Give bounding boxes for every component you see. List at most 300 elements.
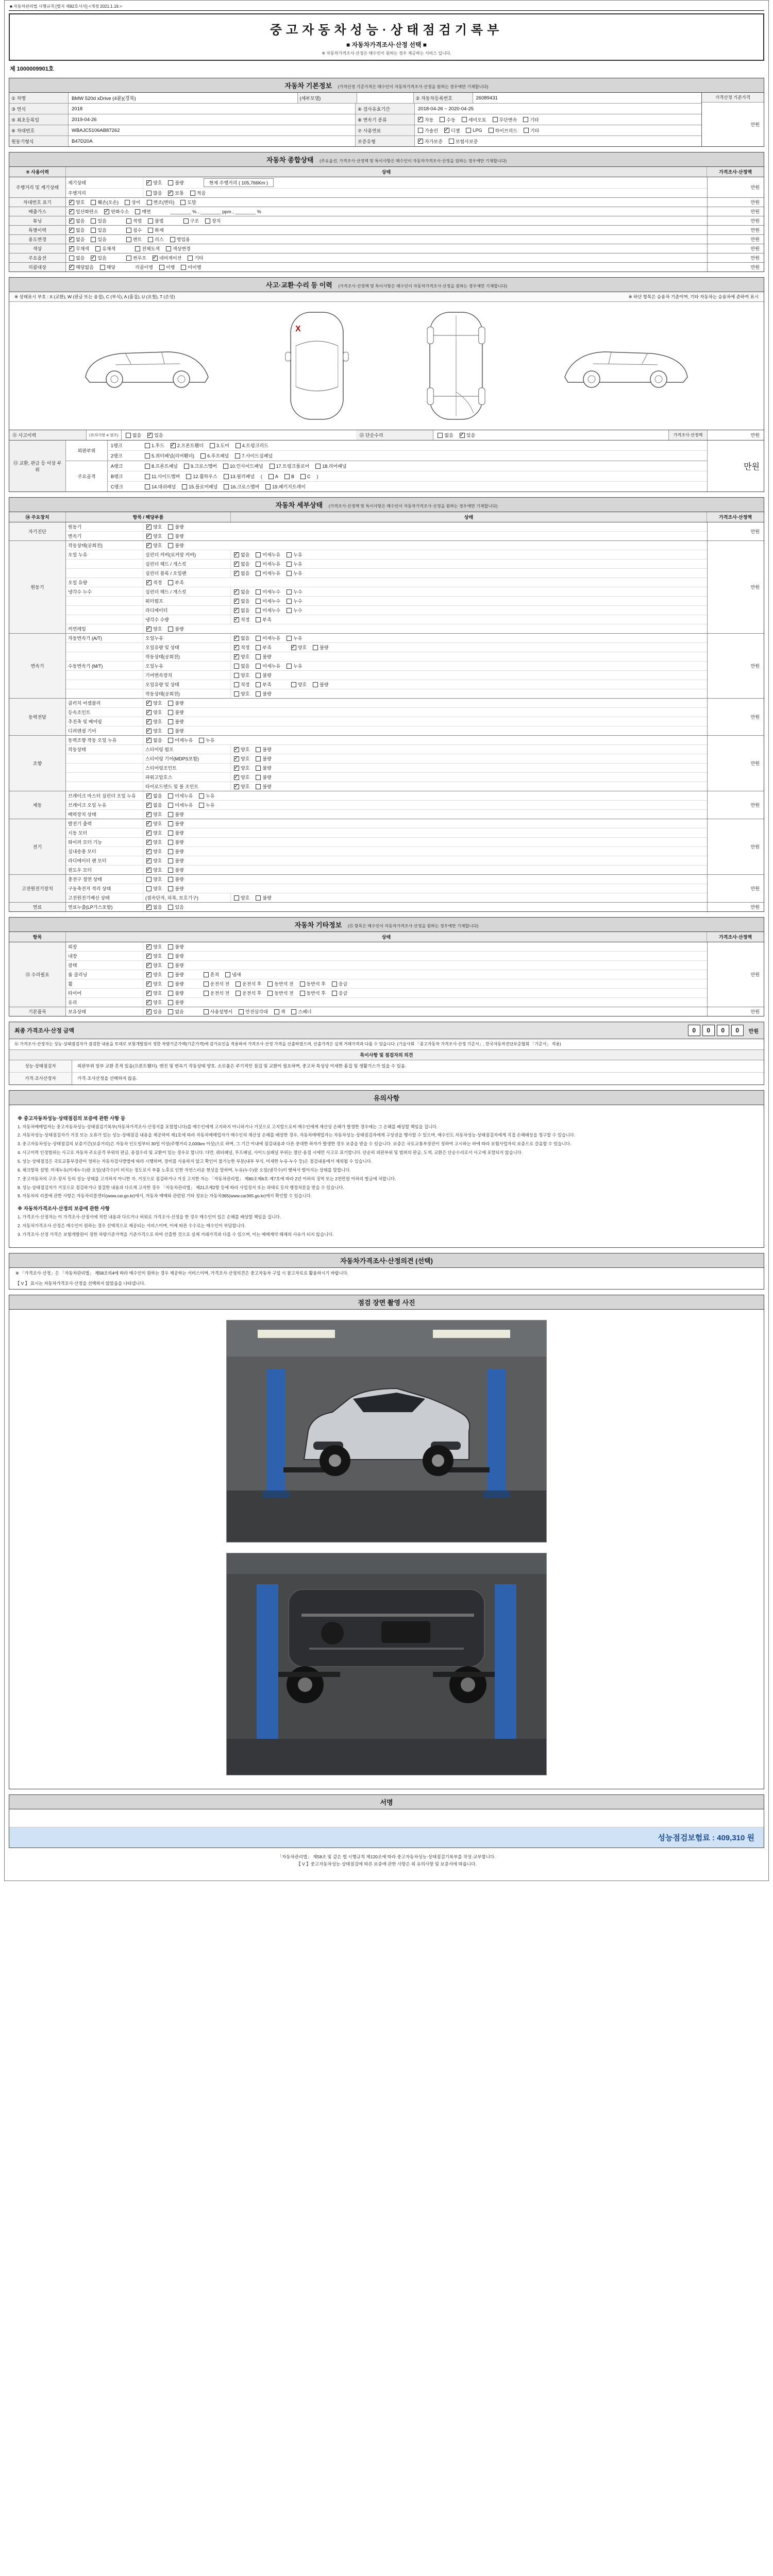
checkbox-icon[interactable] [256,608,261,613]
checkbox-icon[interactable] [146,793,152,799]
checkbox-icon[interactable] [418,117,423,122]
checkbox-icon[interactable] [234,766,239,771]
checkbox-icon[interactable] [145,484,150,489]
checkbox-option[interactable] [168,737,193,743]
checkbox-option[interactable] [168,625,183,632]
checkbox-icon[interactable] [146,719,152,724]
checkbox-option[interactable] [256,644,271,651]
checkbox-icon[interactable] [168,738,173,743]
checkbox-option[interactable] [168,820,183,827]
checkbox-option[interactable] [234,588,249,595]
checkbox-icon[interactable] [236,981,241,987]
checkbox-icon[interactable] [170,237,175,242]
checkbox-icon[interactable] [168,719,173,724]
checkbox-option[interactable] [256,561,280,567]
checkbox-icon[interactable] [256,552,261,557]
checkbox-option[interactable] [313,644,328,651]
checkbox-icon[interactable] [274,1009,279,1014]
checkbox-option[interactable] [234,783,249,790]
checkbox-option[interactable] [148,236,163,243]
checkbox-option[interactable] [146,820,162,827]
checkbox-option[interactable] [265,483,306,490]
checkbox-option[interactable] [146,718,162,725]
checkbox-option[interactable] [184,463,217,469]
checkbox-icon[interactable] [313,682,318,687]
checkbox-icon[interactable] [287,589,292,595]
checkbox-icon[interactable] [146,803,152,808]
checkbox-icon[interactable] [489,128,494,133]
checkbox-option[interactable] [256,607,280,614]
checkbox-icon[interactable] [182,484,187,489]
checkbox-icon[interactable] [256,654,261,659]
checkbox-icon[interactable] [267,981,273,987]
checkbox-option[interactable] [236,442,268,449]
checkbox-icon[interactable] [146,191,152,196]
checkbox-option[interactable] [146,792,162,799]
checkbox-option[interactable] [146,999,162,1006]
checkbox-icon[interactable] [234,775,239,780]
checkbox-option[interactable] [234,561,249,567]
checkbox-icon[interactable] [418,139,423,144]
checkbox-option[interactable] [234,607,249,614]
checkbox-icon[interactable] [225,972,230,977]
checkbox-icon[interactable] [135,246,140,251]
checkbox-option[interactable] [256,672,271,679]
checkbox-icon[interactable] [199,738,204,743]
checkbox-icon[interactable] [168,524,173,530]
checkbox-option[interactable] [210,442,229,449]
checkbox-icon[interactable] [168,944,173,950]
checkbox-option[interactable] [180,199,196,206]
checkbox-option[interactable] [147,432,163,438]
checkbox-option[interactable] [418,138,443,145]
checkbox-icon[interactable] [235,453,240,459]
checkbox-icon[interactable] [69,265,74,270]
checkbox-option[interactable] [256,755,271,762]
checkbox-option[interactable] [287,598,302,604]
checkbox-icon[interactable] [256,895,261,901]
checkbox-icon[interactable] [146,580,152,585]
checkbox-option[interactable] [168,848,183,855]
checkbox-icon[interactable] [168,1009,173,1014]
checkbox-option[interactable] [268,474,278,479]
checkbox-option[interactable] [315,463,346,469]
checkbox-option[interactable] [146,867,162,873]
checkbox-option[interactable] [239,1008,267,1015]
checkbox-option[interactable] [170,236,190,243]
checkbox-option[interactable] [104,208,129,215]
checkbox-option[interactable] [145,473,180,480]
checkbox-option[interactable] [146,971,162,978]
checkbox-icon[interactable] [168,981,173,987]
checkbox-option[interactable] [204,990,229,996]
checkbox-option[interactable] [199,792,214,799]
checkbox-icon[interactable] [146,886,152,891]
checkbox-option[interactable] [489,127,517,134]
checkbox-option[interactable] [234,672,249,679]
checkbox-option[interactable] [234,570,249,577]
checkbox-icon[interactable] [224,484,229,489]
checkbox-icon[interactable] [287,608,292,613]
checkbox-icon[interactable] [146,821,152,826]
checkbox-icon[interactable] [332,981,337,987]
checkbox-icon[interactable] [184,464,189,469]
checkbox-icon[interactable] [146,524,152,530]
checkbox-option[interactable] [234,598,249,604]
checkbox-option[interactable] [145,452,194,459]
checkbox-option[interactable] [146,190,162,196]
checkbox-option[interactable] [256,783,271,790]
checkbox-option[interactable] [145,483,176,490]
checkbox-option[interactable] [287,561,302,567]
checkbox-option[interactable] [146,802,162,808]
checkbox-option[interactable] [69,227,85,233]
checkbox-option[interactable] [234,663,249,669]
checkbox-option[interactable] [147,199,175,206]
checkbox-icon[interactable] [234,682,239,687]
checkbox-icon[interactable] [204,981,209,987]
checkbox-icon[interactable] [199,803,204,808]
checkbox-option[interactable] [234,894,249,901]
checkbox-option[interactable] [291,644,307,651]
checkbox-icon[interactable] [256,664,261,669]
checkbox-icon[interactable] [300,981,305,987]
checkbox-option[interactable] [145,463,178,469]
checkbox-icon[interactable] [146,1009,152,1014]
checkbox-option[interactable] [256,765,271,771]
checkbox-icon[interactable] [168,963,173,968]
checkbox-icon[interactable] [168,849,173,854]
checkbox-icon[interactable] [168,886,173,891]
checkbox-option[interactable] [146,737,162,743]
checkbox-option[interactable] [146,709,162,716]
checkbox-icon[interactable] [145,443,150,448]
checkbox-icon[interactable] [315,464,321,469]
checkbox-option[interactable] [444,127,460,134]
checkbox-icon[interactable] [126,433,131,438]
checkbox-option[interactable] [256,616,271,623]
checkbox-option[interactable] [168,811,183,818]
checkbox-icon[interactable] [523,117,528,122]
checkbox-icon[interactable] [146,1000,152,1005]
checkbox-option[interactable] [168,1008,183,1015]
checkbox-icon[interactable] [199,793,204,799]
checkbox-option[interactable] [449,138,478,145]
checkbox-option[interactable] [159,264,175,270]
checkbox-icon[interactable] [183,218,189,224]
checkbox-option[interactable] [287,607,302,614]
checkbox-icon[interactable] [145,474,150,479]
checkbox-icon[interactable] [168,972,173,977]
checkbox-icon[interactable] [148,237,153,242]
checkbox-option[interactable] [313,681,328,688]
checkbox-option[interactable] [146,876,162,883]
checkbox-icon[interactable] [438,433,443,438]
checkbox-icon[interactable] [69,200,74,205]
checkbox-option[interactable] [224,483,259,490]
checkbox-icon[interactable] [466,128,471,133]
checkbox-option[interactable] [168,792,193,799]
checkbox-option[interactable] [462,116,486,123]
checkbox-icon[interactable] [256,756,261,761]
checkbox-option[interactable] [69,264,94,270]
checkbox-option[interactable] [205,217,221,224]
checkbox-icon[interactable] [284,474,290,479]
checkbox-option[interactable] [291,1008,311,1015]
checkbox-option[interactable] [146,857,162,864]
checkbox-icon[interactable] [95,246,100,251]
checkbox-icon[interactable] [171,443,176,448]
checkbox-icon[interactable] [223,464,228,469]
checkbox-option[interactable] [235,452,273,459]
checkbox-option[interactable] [440,116,455,123]
checkbox-option[interactable] [300,474,311,479]
checkbox-option[interactable] [146,980,162,987]
checkbox-option[interactable] [168,980,183,987]
checkbox-option[interactable] [256,690,271,697]
checkbox-option[interactable] [146,625,162,632]
checkbox-icon[interactable] [287,664,292,669]
checkbox-icon[interactable] [236,443,241,448]
checkbox-option[interactable] [146,727,162,734]
checkbox-option[interactable] [148,217,163,224]
checkbox-option[interactable] [234,765,249,771]
checkbox-icon[interactable] [166,246,171,251]
checkbox-option[interactable] [284,474,294,479]
checkbox-option[interactable] [234,746,249,753]
checkbox-icon[interactable] [91,256,96,261]
checkbox-option[interactable] [181,264,201,270]
checkbox-option[interactable] [256,588,280,595]
checkbox-icon[interactable] [146,868,152,873]
checkbox-option[interactable] [332,980,347,987]
checkbox-option[interactable] [168,709,183,716]
checkbox-icon[interactable] [256,775,261,780]
checkbox-option[interactable] [146,533,162,539]
checkbox-icon[interactable] [210,443,215,448]
checkbox-option[interactable] [171,442,204,449]
checkbox-option[interactable] [91,217,106,224]
checkbox-option[interactable] [332,990,347,996]
checkbox-icon[interactable] [234,691,239,697]
checkbox-icon[interactable] [146,972,152,977]
checkbox-icon[interactable] [91,228,96,233]
checkbox-option[interactable] [168,990,183,996]
checkbox-option[interactable] [69,255,85,261]
checkbox-icon[interactable] [234,562,239,567]
checkbox-option[interactable] [168,999,183,1006]
checkbox-icon[interactable] [126,228,131,233]
checkbox-icon[interactable] [239,1009,244,1014]
checkbox-icon[interactable] [234,589,239,595]
checkbox-icon[interactable] [168,534,173,539]
checkbox-option[interactable] [256,653,271,660]
checkbox-icon[interactable] [256,673,261,678]
checkbox-option[interactable] [125,199,140,206]
checkbox-icon[interactable] [168,543,173,548]
checkbox-option[interactable] [168,876,183,883]
checkbox-icon[interactable] [168,1000,173,1005]
checkbox-icon[interactable] [524,128,529,133]
checkbox-icon[interactable] [126,237,131,242]
checkbox-icon[interactable] [287,636,292,641]
checkbox-icon[interactable] [234,654,239,659]
checkbox-option[interactable] [204,1008,232,1015]
checkbox-icon[interactable] [234,756,239,761]
checkbox-icon[interactable] [300,474,306,479]
checkbox-option[interactable] [146,962,162,969]
checkbox-icon[interactable] [236,991,241,996]
checkbox-option[interactable] [183,217,199,224]
checkbox-option[interactable] [91,255,106,261]
checkbox-option[interactable] [168,953,183,959]
checkbox-option[interactable] [168,718,183,725]
checkbox-icon[interactable] [300,991,305,996]
checkbox-option[interactable] [168,867,183,873]
checkbox-option[interactable] [199,737,214,743]
checkbox-icon[interactable] [205,218,210,224]
checkbox-option[interactable] [146,1008,162,1015]
checkbox-icon[interactable] [126,256,131,261]
checkbox-icon[interactable] [234,673,239,678]
checkbox-icon[interactable] [256,636,261,641]
checkbox-icon[interactable] [168,710,173,715]
checkbox-icon[interactable] [168,812,173,817]
checkbox-option[interactable] [523,116,539,123]
checkbox-option[interactable] [223,463,263,469]
checkbox-icon[interactable] [146,858,152,863]
checkbox-option[interactable] [146,885,162,892]
checkbox-icon[interactable] [168,821,173,826]
checkbox-option[interactable] [234,774,249,781]
checkbox-option[interactable] [291,681,307,688]
checkbox-icon[interactable] [146,831,152,836]
checkbox-icon[interactable] [200,453,206,459]
checkbox-icon[interactable] [146,812,152,817]
checkbox-icon[interactable] [146,944,152,950]
checkbox-icon[interactable] [168,580,173,585]
checkbox-icon[interactable] [332,991,337,996]
checkbox-icon[interactable] [462,117,467,122]
checkbox-option[interactable] [256,570,280,577]
checkbox-option[interactable] [168,533,183,539]
checkbox-option[interactable] [69,245,89,252]
checkbox-icon[interactable] [168,991,173,996]
checkbox-option[interactable] [287,663,302,669]
checkbox-icon[interactable] [234,784,239,789]
checkbox-icon[interactable] [146,877,152,882]
checkbox-icon[interactable] [168,191,173,196]
checkbox-icon[interactable] [168,180,173,185]
checkbox-icon[interactable] [168,701,173,706]
checkbox-icon[interactable] [224,474,229,479]
checkbox-option[interactable] [146,990,162,996]
checkbox-option[interactable] [256,635,280,641]
checkbox-option[interactable] [204,980,229,987]
checkbox-icon[interactable] [159,265,164,270]
checkbox-option[interactable] [135,245,160,252]
checkbox-icon[interactable] [146,534,152,539]
checkbox-option[interactable] [146,848,162,855]
checkbox-icon[interactable] [234,599,239,604]
checkbox-option[interactable] [146,829,162,836]
checkbox-option[interactable] [126,432,141,438]
checkbox-icon[interactable] [168,728,173,734]
checkbox-icon[interactable] [493,117,498,122]
checkbox-option[interactable] [182,483,217,490]
checkbox-icon[interactable] [188,256,193,261]
checkbox-icon[interactable] [234,645,239,650]
checkbox-icon[interactable] [418,128,423,133]
checkbox-icon[interactable] [91,218,96,224]
checkbox-icon[interactable] [168,840,173,845]
checkbox-icon[interactable] [91,237,96,242]
checkbox-option[interactable] [418,116,433,123]
checkbox-icon[interactable] [135,209,140,214]
checkbox-option[interactable] [234,690,249,697]
checkbox-option[interactable] [200,452,229,459]
checkbox-option[interactable] [256,663,280,669]
checkbox-option[interactable] [287,635,302,641]
checkbox-icon[interactable] [256,617,261,622]
checkbox-option[interactable] [168,523,183,530]
checkbox-option[interactable] [168,179,183,186]
checkbox-option[interactable] [168,885,183,892]
checkbox-icon[interactable] [146,626,152,632]
checkbox-icon[interactable] [204,972,209,977]
checkbox-icon[interactable] [69,237,74,242]
checkbox-icon[interactable] [146,738,152,743]
checkbox-icon[interactable] [265,484,271,489]
checkbox-option[interactable] [270,463,310,469]
checkbox-option[interactable] [168,579,183,586]
checkbox-icon[interactable] [147,200,152,205]
checkbox-icon[interactable] [270,464,275,469]
checkbox-icon[interactable] [148,218,153,224]
checkbox-option[interactable] [168,190,183,196]
checkbox-option[interactable] [256,774,271,781]
checkbox-icon[interactable] [256,562,261,567]
checkbox-icon[interactable] [146,728,152,734]
checkbox-option[interactable] [146,523,162,530]
checkbox-icon[interactable] [126,218,131,224]
checkbox-icon[interactable] [287,571,292,576]
checkbox-option[interactable] [190,190,206,196]
checkbox-icon[interactable] [181,265,186,270]
checkbox-icon[interactable] [234,608,239,613]
checkbox-icon[interactable] [69,246,74,251]
checkbox-option[interactable] [204,971,219,978]
checkbox-icon[interactable] [256,682,261,687]
checkbox-icon[interactable] [256,645,261,650]
checkbox-option[interactable] [148,227,163,233]
checkbox-icon[interactable] [287,599,292,604]
checkbox-option[interactable] [168,962,183,969]
checkbox-icon[interactable] [234,895,239,901]
checkbox-option[interactable] [69,208,98,215]
checkbox-option[interactable] [146,179,162,186]
checkbox-icon[interactable] [168,877,173,882]
checkbox-option[interactable] [236,990,261,996]
checkbox-option[interactable] [91,236,106,243]
checkbox-icon[interactable] [146,543,152,548]
checkbox-option[interactable] [95,245,115,252]
checkbox-icon[interactable] [69,209,74,214]
checkbox-icon[interactable] [104,209,109,214]
checkbox-option[interactable] [234,635,249,641]
checkbox-option[interactable] [466,128,482,133]
checkbox-icon[interactable] [287,552,292,557]
